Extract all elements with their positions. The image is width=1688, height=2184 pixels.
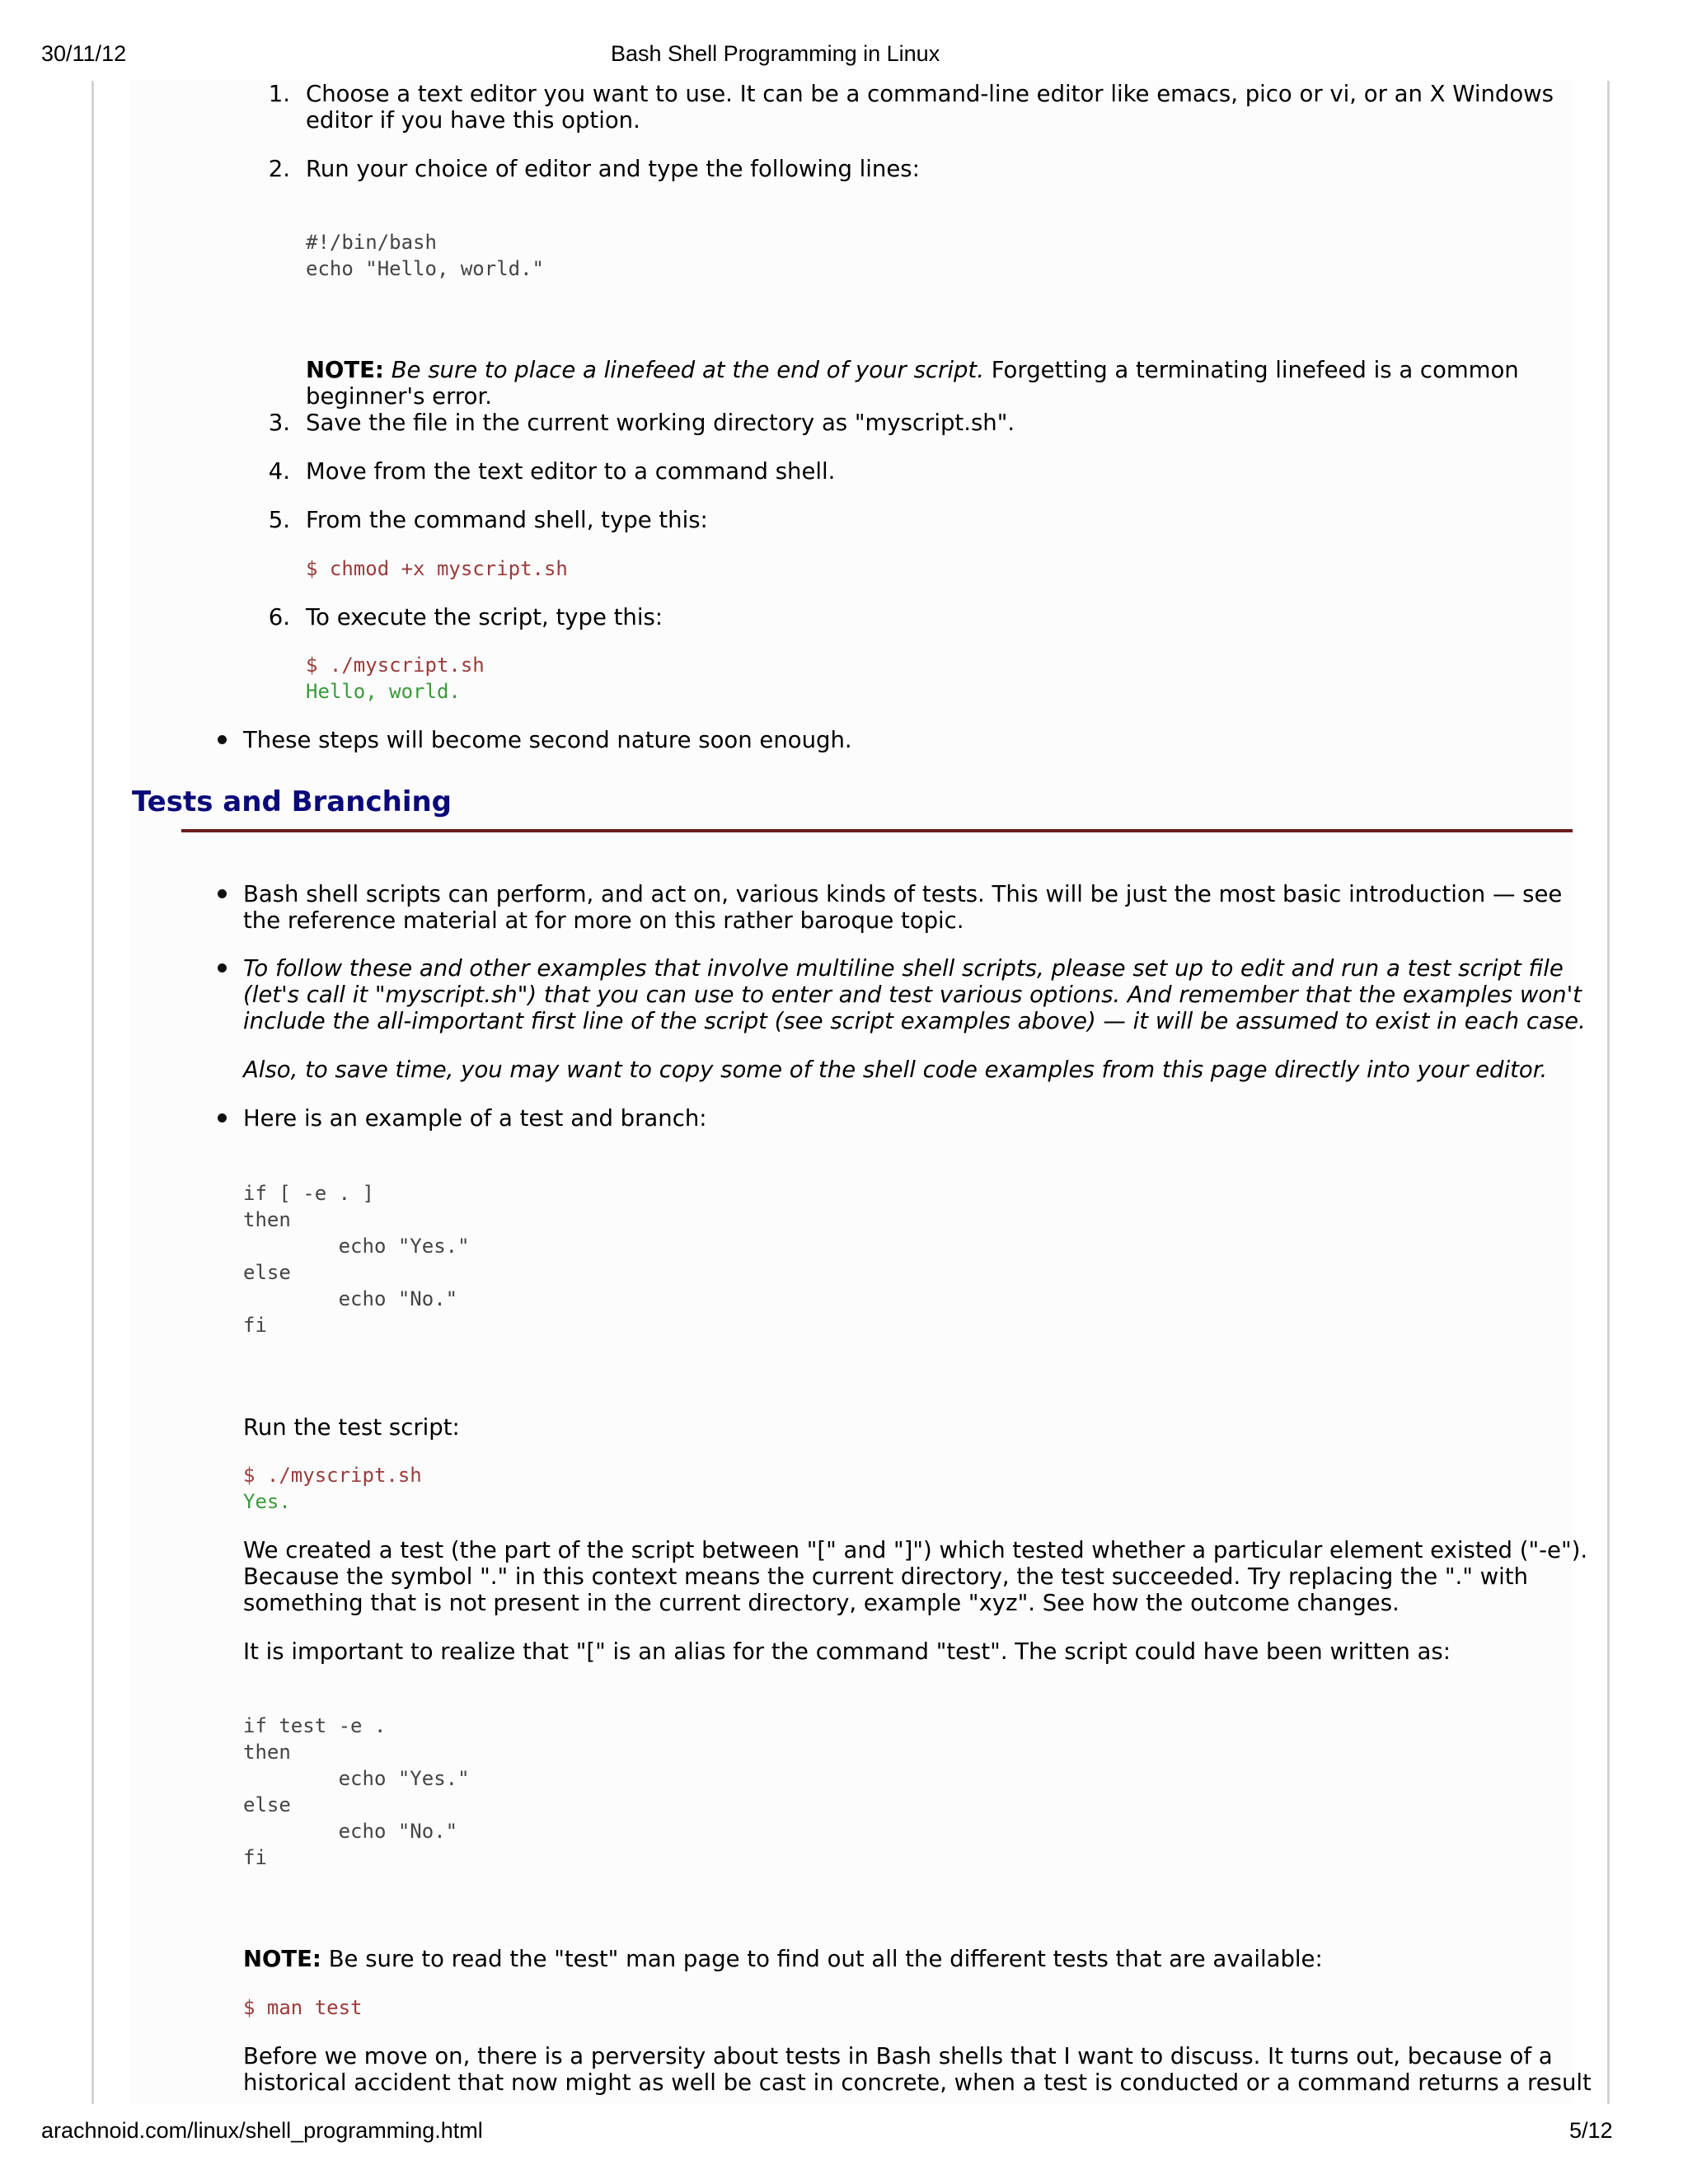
step-number: 6. — [268, 604, 290, 630]
note-text-cont: beginner's error. — [306, 383, 492, 410]
step-text: Save the file in the current working directory as "myscript.sh". — [306, 410, 1015, 436]
bullet-paragraph: Also, to save time, you may want to copy some of the shell code examples from this page directly into your editor. — [243, 1057, 1548, 1083]
code-line: if [ -e . ] — [243, 1182, 374, 1205]
note-emphasis: Be sure to place a linefeed at the end of your script. — [391, 357, 984, 383]
step-text: Run your choice of editor and type the following lines: — [306, 156, 920, 182]
step-text: Choose a text editor you want to use. It can be a command-line editor like emacs, pico or vi, or an X Windows — [306, 81, 1554, 107]
paragraph: Before we move on, there is a perversity about tests in Bash shells that I want to discuss. It turns out, because of a — [243, 2043, 1553, 2069]
note-paragraph — [243, 1946, 1323, 1972]
note-label: NOTE: — [306, 357, 384, 383]
bullet-text-cont: the reference material at for more on this rather baroque topic. — [243, 907, 964, 934]
print-title: Bash Shell Programming in Linux — [611, 41, 940, 66]
code-line: if test -e . — [243, 1714, 387, 1737]
command-line: $ man test — [243, 1996, 363, 2019]
bullet-text-cont: include the all-important first line of the script (see script examples above) — it will be assumed to exist in each case. — [243, 1008, 1586, 1034]
print-url: arachnoid.com/linux/shell_programming.html — [41, 2118, 483, 2143]
code-line: echo "Hello, world." — [306, 257, 544, 280]
step-number: 4. — [268, 458, 290, 485]
paragraph: Run the test script: — [243, 1414, 460, 1441]
note-text: Forgetting a terminating linefeed is a common — [991, 357, 1519, 383]
paragraph-cont: something that is not present in the current directory, example "xyz". See how the outcome changes. — [243, 1590, 1400, 1616]
bullet-text: To follow these and other examples that involve multiline shell scripts, please set up to edit and run a test script file — [243, 955, 1564, 982]
bullet-dot — [218, 963, 227, 972]
code-line: #!/bin/bash — [306, 231, 437, 254]
code-line: then — [243, 1208, 291, 1231]
paragraph-cont: Because the symbol "." in this context means the current directory, the test succeeded. Try replacing the "." with — [243, 1563, 1528, 1590]
command-output: Hello, world. — [306, 680, 461, 703]
step-text: To execute the script, type this: — [306, 604, 663, 630]
bullet-dot — [218, 889, 227, 898]
step-number: 5. — [268, 507, 290, 533]
bullet-text: Here is an example of a test and branch: — [243, 1105, 707, 1132]
bullet-dot — [218, 735, 227, 744]
code-line: else — [243, 1261, 291, 1284]
page-number: 5/12 — [1569, 2118, 1613, 2143]
code-line: fi — [243, 1846, 267, 1869]
bullet-text: Bash shell scripts can perform, and act on, various kinds of tests. This will be just the most basic introduction — see — [243, 881, 1563, 907]
step-text: Move from the text editor to a command shell. — [306, 458, 836, 485]
command-output: Yes. — [243, 1490, 291, 1513]
command-line: $ chmod +x myscript.sh — [306, 557, 568, 580]
step-number: 1. — [268, 81, 290, 107]
print-date: 30/11/12 — [41, 41, 127, 66]
bullet-dot — [218, 1113, 227, 1122]
section-heading: Tests and Branching — [132, 785, 452, 818]
note-text: Be sure to read the "test" man page to find out all the different tests that are available: — [328, 1946, 1323, 1972]
code-line: then — [243, 1741, 291, 1764]
code-line: echo "Yes." — [243, 1235, 470, 1258]
note-paragraph — [306, 357, 1519, 383]
code-line: fi — [243, 1314, 267, 1337]
paragraph: It is important to realize that "[" is an alias for the command "test". The script could have been written as: — [243, 1638, 1451, 1665]
bullet-text-cont: (let's call it "myscript.sh") that you can use to enter and test various options. And remember that the examples won't — [243, 982, 1582, 1008]
step-text: From the command shell, type this: — [306, 507, 708, 533]
note-label: NOTE: — [243, 1946, 321, 1972]
section-rule — [181, 829, 1573, 832]
command-line: $ ./myscript.sh — [306, 654, 485, 677]
paragraph-cont: historical accident that now might as well be cast in concrete, when a test is conducted or a command returns a result — [243, 2069, 1592, 2096]
step-number: 3. — [268, 410, 290, 436]
code-line: echo "No." — [243, 1820, 458, 1843]
code-line: else — [243, 1793, 291, 1816]
step-number: 2. — [268, 156, 290, 182]
bullet-text: These steps will become second nature soon enough. — [243, 727, 852, 753]
paragraph: We created a test (the part of the script between "[" and "]") which tested whether a particular element existed ("-e"). — [243, 1537, 1588, 1563]
code-line: echo "No." — [243, 1287, 458, 1310]
code-line: echo "Yes." — [243, 1767, 470, 1790]
step-text-cont: editor if you have this option. — [306, 107, 640, 134]
command-line: $ ./myscript.sh — [243, 1464, 422, 1487]
